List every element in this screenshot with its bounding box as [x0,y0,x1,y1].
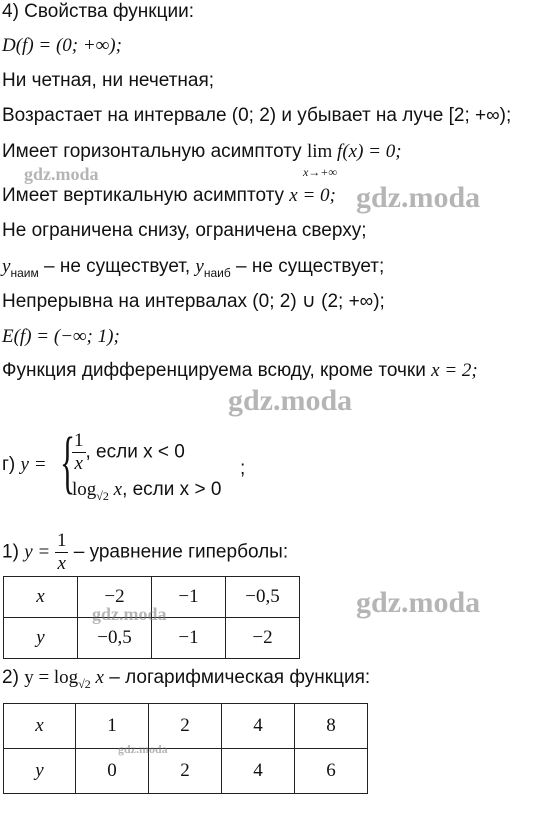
y-max-symbol: y [195,256,204,277]
item-2-base: √2 [78,676,91,691]
limit-expression [302,140,337,179]
system-case-2 [72,478,221,508]
item-1-label: 1) [2,541,25,563]
limit-value: f(x) = 0; [332,141,402,162]
table-cell: −1 [152,577,226,618]
boundedness-line: Не ограничена снизу, ограничена сверху; [2,220,367,241]
section-heading: 4) Свойства функции: [2,1,194,22]
case1-condition: , если x < 0 [85,441,185,463]
table-cell: −0,5 [78,618,152,659]
item-1-numerator: 1 [56,530,67,551]
table-cell: −2 [78,577,152,618]
case1-denominator: x [74,453,83,474]
watermark: gdz.moda [118,742,168,756]
system-end: ; [240,458,246,479]
table-cell: y [4,749,76,794]
table-cell: 2 [149,749,222,794]
watermark: gdz.moda [356,181,481,214]
vertical-asymptote-line [2,184,336,208]
differentiability-line [2,359,478,383]
system-prefix [2,453,47,477]
case2-log: log [72,479,97,500]
system-case-1 [72,430,185,475]
table-cell: 4 [222,704,295,749]
table-cell: −2 [226,618,300,659]
table-cell: 8 [295,704,368,749]
table-cell: x [4,704,76,749]
system-brace: { [60,424,76,501]
table-cell: −0,5 [226,577,300,618]
continuity-line: Непрерывна на интервалах (0; 2) ∪ (2; +∞); [2,291,385,312]
item-1-line [2,530,288,575]
log-value-table [3,703,368,794]
item-1-y-eq: y = [24,541,55,563]
item-1-text: – уравнение гиперболы: [68,541,289,563]
item-1-fraction [55,530,69,575]
item-2-y-eq: y = log [24,667,79,688]
extrema-line [2,255,384,285]
limit-subscript: x→+∞ [302,165,337,179]
y-min-symbol: y [2,256,11,277]
table-cell: 6 [295,749,368,794]
watermark: gdz.moda [24,164,99,184]
table-cell: 1 [76,704,149,749]
case1-fraction [72,430,86,475]
watermark: gdz.moda [356,586,481,619]
differentiability-point: x = 2; [431,360,478,381]
table-cell: y [4,618,78,659]
horizontal-asymptote-text: Имеет горизонтальную асимптоту [2,141,307,162]
table-cell: −1 [152,618,226,659]
item-1-denominator: x [57,553,66,574]
case2-base: √2 [96,488,109,503]
domain-line: D(f) = (0; +∞); [2,35,122,56]
table-cell: x [4,577,78,618]
case1-numerator: 1 [74,430,84,451]
watermark: gdz.moda [228,384,353,417]
item-2-text: – логарифмическая функция: [103,667,371,688]
parity-line: Ни четная, ни нечетная; [2,70,215,91]
item-2-line [2,666,370,696]
y-max-subscript: наиб [203,265,231,280]
range-line: E(f) = (−∞; 1); [2,326,120,347]
differentiability-text: Функция дифференцируема всюду, кроме точки [2,360,432,381]
system-label: г) [2,454,21,475]
vertical-asymptote-text: Имеет вертикальную асимптоту [2,185,290,206]
table-cell: 4 [222,749,295,794]
limit-symbol: lim [306,141,333,162]
item-2-x: x [90,667,104,688]
monotonicity-line: Возрастает на интервале (0; 2) и убывает на луче [2; +∞); [2,105,512,126]
case2-x: x [108,479,123,500]
table-cell: 2 [149,704,222,749]
vertical-asymptote-eq: x = 0; [289,185,336,206]
y-min-subscript: наим [10,265,39,280]
y-min-text: – не существует, [38,256,196,277]
system-y-eq: y = [20,454,47,475]
table-cell: 0 [76,749,149,794]
item-2-label: 2) [2,667,25,688]
watermark: gdz.moda [92,604,167,624]
table-row [4,704,368,749]
y-max-text: – не существует; [230,256,385,277]
table-row [4,749,368,794]
case2-condition: , если x > 0 [122,479,222,500]
